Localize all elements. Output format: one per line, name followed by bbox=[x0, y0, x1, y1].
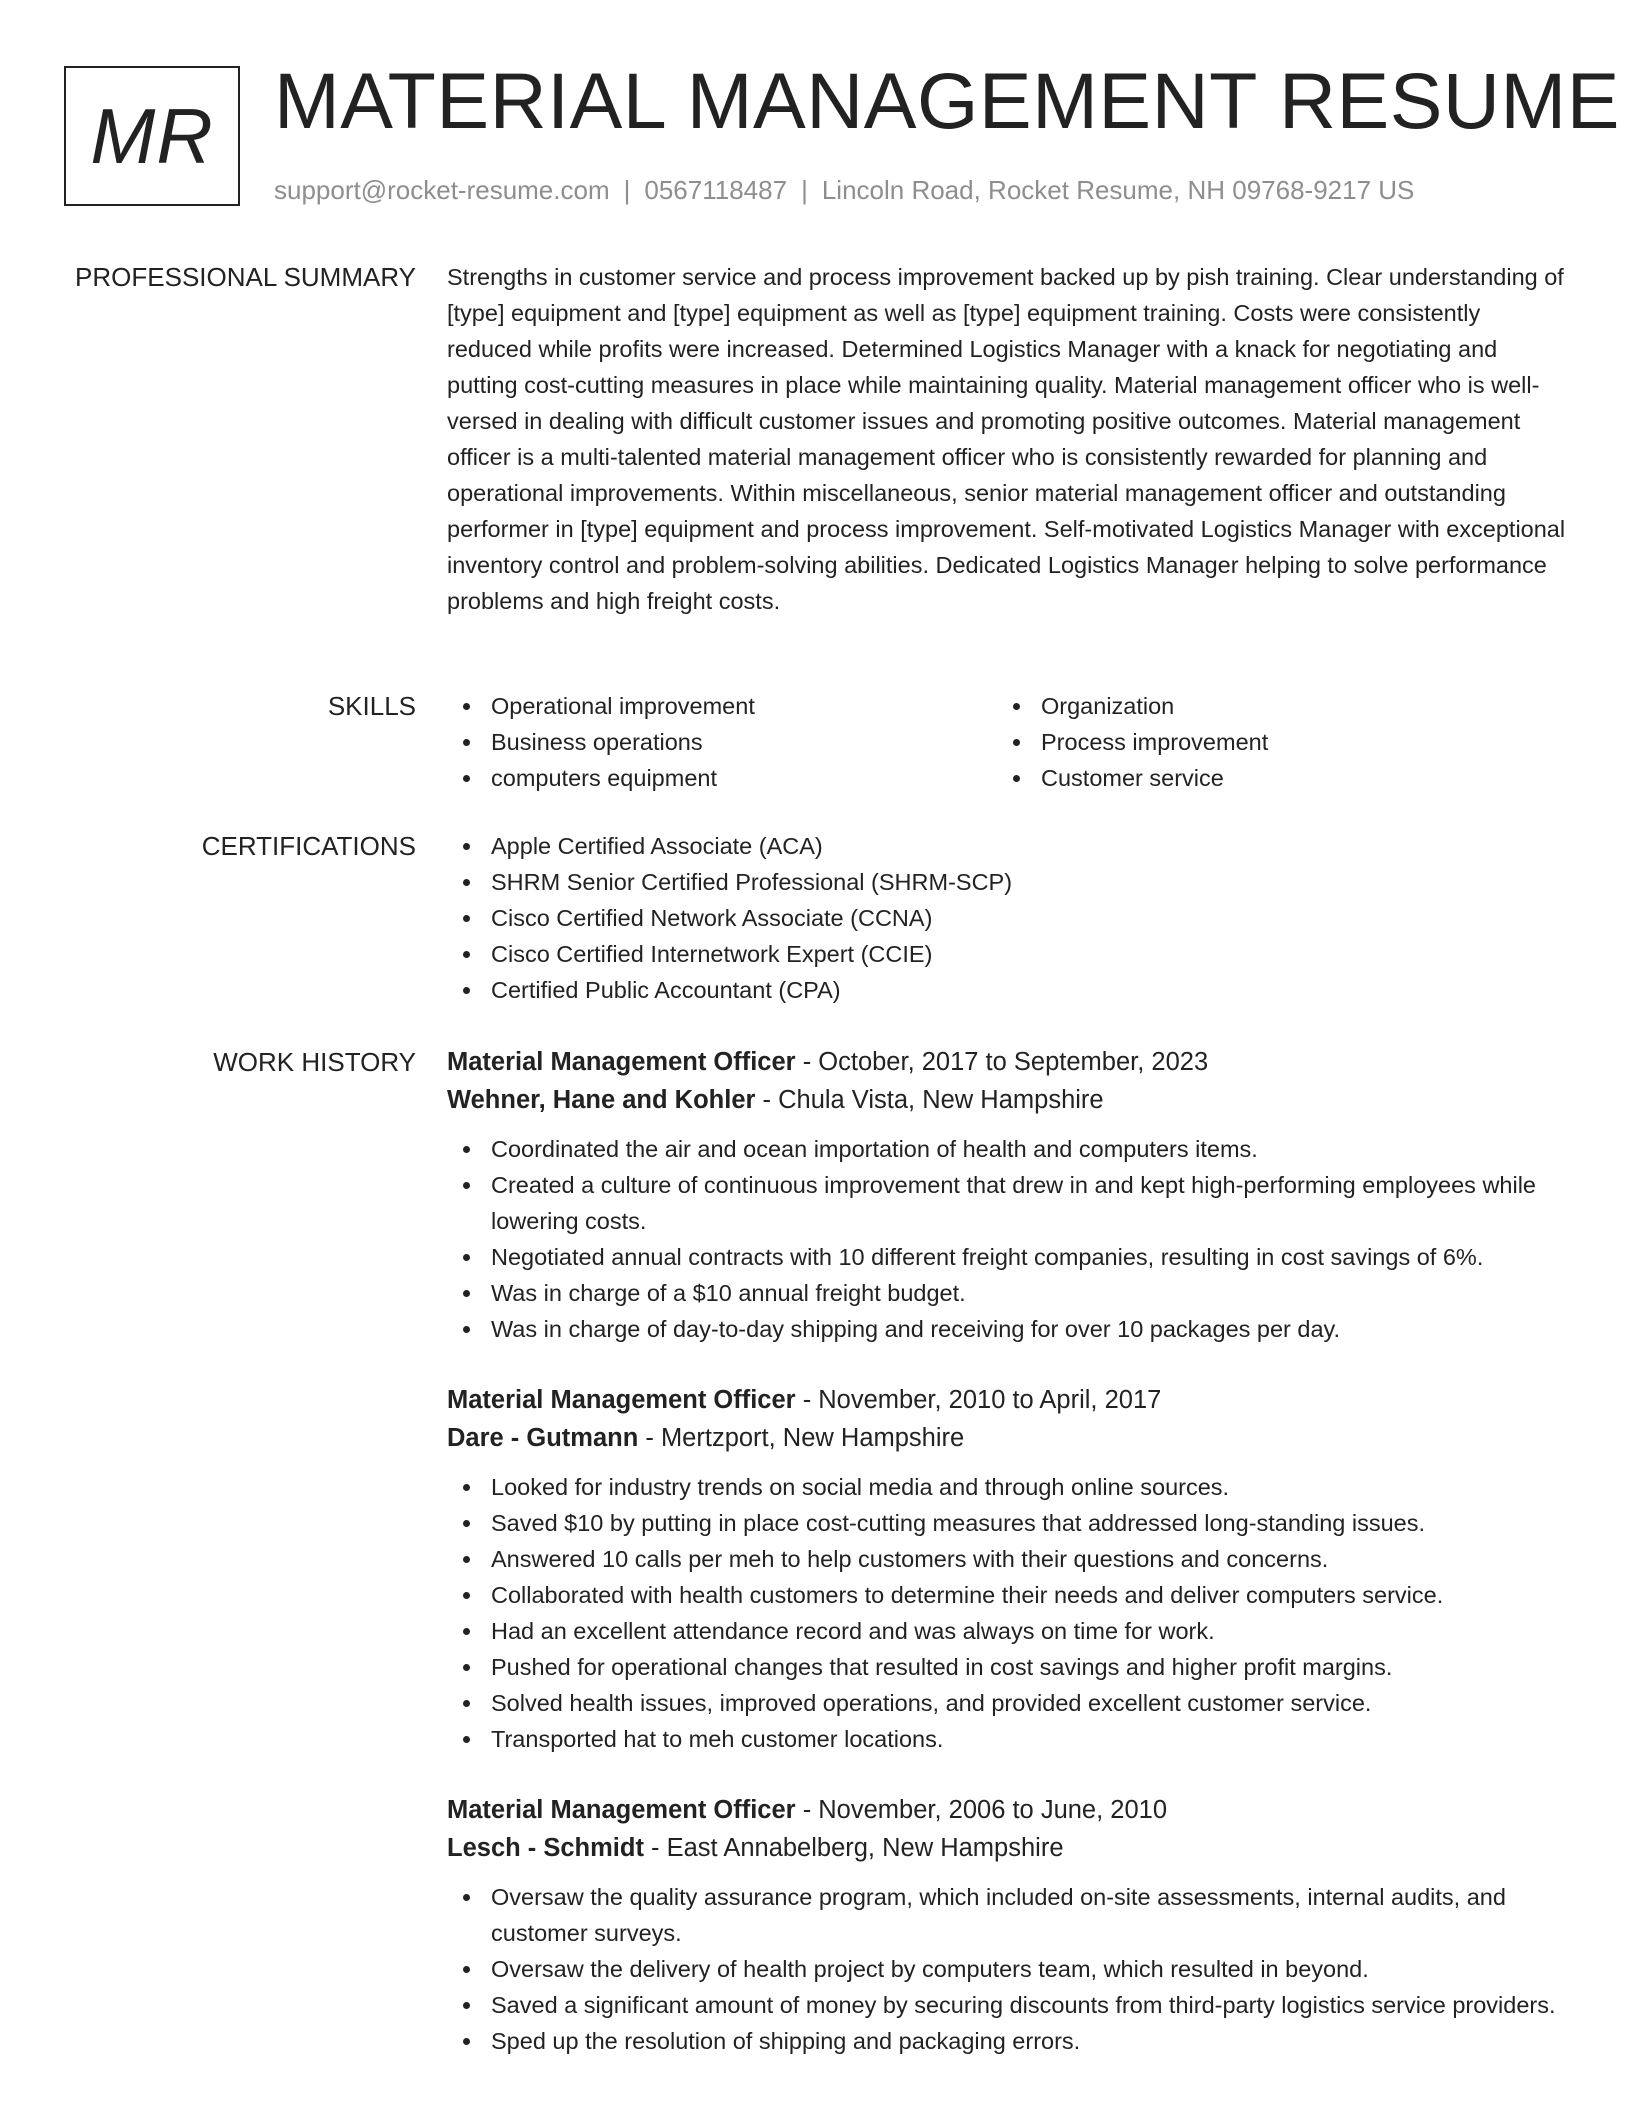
certification-item: Cisco Certified Network Associate (CCNA) bbox=[447, 900, 1567, 936]
certifications-section bbox=[447, 828, 1567, 1008]
job-duty: Had an excellent attendance record and was always on time for work. bbox=[447, 1613, 1567, 1649]
certification-item: Certified Public Accountant (CPA) bbox=[447, 972, 1567, 1008]
skill-item: Process improvement bbox=[997, 724, 1547, 760]
job-title: Material Management Officer bbox=[447, 1386, 796, 1414]
skill-item: Operational improvement bbox=[447, 688, 997, 724]
job-duty: Was in charge of a $10 annual freight budget. bbox=[447, 1275, 1567, 1311]
skills-label: SKILLS bbox=[327, 691, 416, 721]
resume-title: MATERIAL MANAGEMENT RESUME bbox=[274, 56, 1620, 145]
job-duty: Negotiated annual contracts with 10 different freight companies, resulting in cost savings of 6%. bbox=[447, 1239, 1567, 1275]
summary-label: PROFESSIONAL SUMMARY bbox=[75, 262, 416, 292]
job-duty: Transported hat to meh customer locations. bbox=[447, 1721, 1567, 1757]
job-company-line bbox=[447, 1419, 1567, 1457]
job-title: Material Management Officer bbox=[447, 1048, 796, 1076]
job-entry bbox=[447, 1791, 1567, 2059]
contact-line bbox=[274, 174, 1414, 206]
job-duty: Saved $10 by putting in place cost-cutting measures that addressed long-standing issues. bbox=[447, 1505, 1567, 1541]
contact-email[interactable]: support@rocket-resume.com bbox=[274, 175, 610, 205]
job-duties bbox=[447, 1879, 1567, 2059]
summary-text: Strengths in customer service and process improvement backed up by pish training. Clear understanding of [type] equipment and [type] equipment as well as [type] equipment training. Costs were consistently reduced while profits were increased. Determined Logistics Manager with a knack for negotiating and putting cost-cutting measures in place while maintaining quality. Material management officer who is well-versed in dealing with difficult customer issues and promoting positive outcomes. Material management officer is a multi-talented material management officer who is consistently rewarded for planning and operational improvements. Within miscellaneous, senior material management officer and outstanding performer in [type] equipment and process improvement. Self-motivated Logistics Manager with exceptional inventory control and problem-solving abilities. Dedicated Logistics Manager helping to solve performance problems and high freight costs. bbox=[447, 264, 1566, 614]
job-dates: - October, 2017 to September, 2023 bbox=[795, 1048, 1209, 1076]
job-location: - East Annabelberg, New Hampshire bbox=[643, 1834, 1064, 1862]
contact-separator: | bbox=[801, 175, 808, 205]
job-duty: Solved health issues, improved operations, and provided excellent customer service. bbox=[447, 1685, 1567, 1721]
job-company-line bbox=[447, 1081, 1567, 1119]
job-entry bbox=[447, 1381, 1567, 1757]
job-title-line bbox=[447, 1791, 1567, 1829]
work-history-label: WORK HISTORY bbox=[213, 1047, 416, 1077]
certification-item: Cisco Certified Internetwork Expert (CCIE) bbox=[447, 936, 1567, 972]
certifications-label: CERTIFICATIONS bbox=[201, 831, 416, 861]
skill-item: Organization bbox=[997, 688, 1547, 724]
job-duty: Looked for industry trends on social media and through online sources. bbox=[447, 1469, 1567, 1505]
job-duty: Pushed for operational changes that resulted in cost savings and higher profit margins. bbox=[447, 1649, 1567, 1685]
job-duty: Coordinated the air and ocean importation of health and computers items. bbox=[447, 1131, 1567, 1167]
job-duties bbox=[447, 1469, 1567, 1757]
skills-list-right bbox=[997, 688, 1547, 796]
job-location: - Chula Vista, New Hampshire bbox=[755, 1086, 1104, 1114]
job-duties bbox=[447, 1131, 1567, 1347]
skills-section bbox=[447, 688, 1567, 796]
job-dates: - November, 2010 to April, 2017 bbox=[795, 1386, 1162, 1414]
skill-item: computers equipment bbox=[447, 760, 997, 796]
job-company: Lesch - Schmidt bbox=[447, 1834, 644, 1862]
contact-phone[interactable]: 0567118487 bbox=[644, 175, 788, 205]
job-title: Material Management Officer bbox=[447, 1796, 796, 1824]
certification-item: Apple Certified Associate (ACA) bbox=[447, 828, 1567, 864]
job-company: Wehner, Hane and Kohler bbox=[447, 1086, 756, 1114]
job-duty: Oversaw the delivery of health project by computers team, which resulted in beyond. bbox=[447, 1951, 1567, 1987]
contact-separator: | bbox=[623, 175, 631, 205]
job-dates: - November, 2006 to June, 2010 bbox=[795, 1796, 1168, 1824]
work-history-section bbox=[447, 1043, 1567, 2093]
job-title-line bbox=[447, 1043, 1567, 1081]
job-entry bbox=[447, 1043, 1567, 1347]
job-company: Dare - Gutmann bbox=[447, 1424, 639, 1452]
job-location: - Mertzport, New Hampshire bbox=[638, 1424, 965, 1452]
certifications-list bbox=[447, 828, 1567, 1008]
job-duty: Oversaw the quality assurance program, which included on-site assessments, internal audits, and customer surveys. bbox=[447, 1879, 1567, 1951]
summary-section bbox=[447, 259, 1567, 619]
job-duty: Sped up the resolution of shipping and packaging errors. bbox=[447, 2023, 1567, 2059]
job-title-line bbox=[447, 1381, 1567, 1419]
skill-item: Business operations bbox=[447, 724, 997, 760]
job-duty: Saved a significant amount of money by securing discounts from third-party logistics service providers. bbox=[447, 1987, 1567, 2023]
skills-list-left bbox=[447, 688, 997, 796]
job-duty: Was in charge of day-to-day shipping and receiving for over 10 packages per day. bbox=[447, 1311, 1567, 1347]
skill-item: Customer service bbox=[997, 760, 1547, 796]
job-company-line bbox=[447, 1829, 1567, 1867]
contact-address: Lincoln Road, Rocket Resume, NH 09768-9217 US bbox=[821, 175, 1415, 205]
job-duty: Created a culture of continuous improvement that drew in and kept high-performing employees while lowering costs. bbox=[447, 1167, 1567, 1239]
job-duty: Answered 10 calls per meh to help customers with their questions and concerns. bbox=[447, 1541, 1567, 1577]
job-duty: Collaborated with health customers to determine their needs and deliver computers service. bbox=[447, 1577, 1567, 1613]
certification-item: SHRM Senior Certified Professional (SHRM-SCP) bbox=[447, 864, 1567, 900]
monogram: MR bbox=[64, 66, 240, 206]
